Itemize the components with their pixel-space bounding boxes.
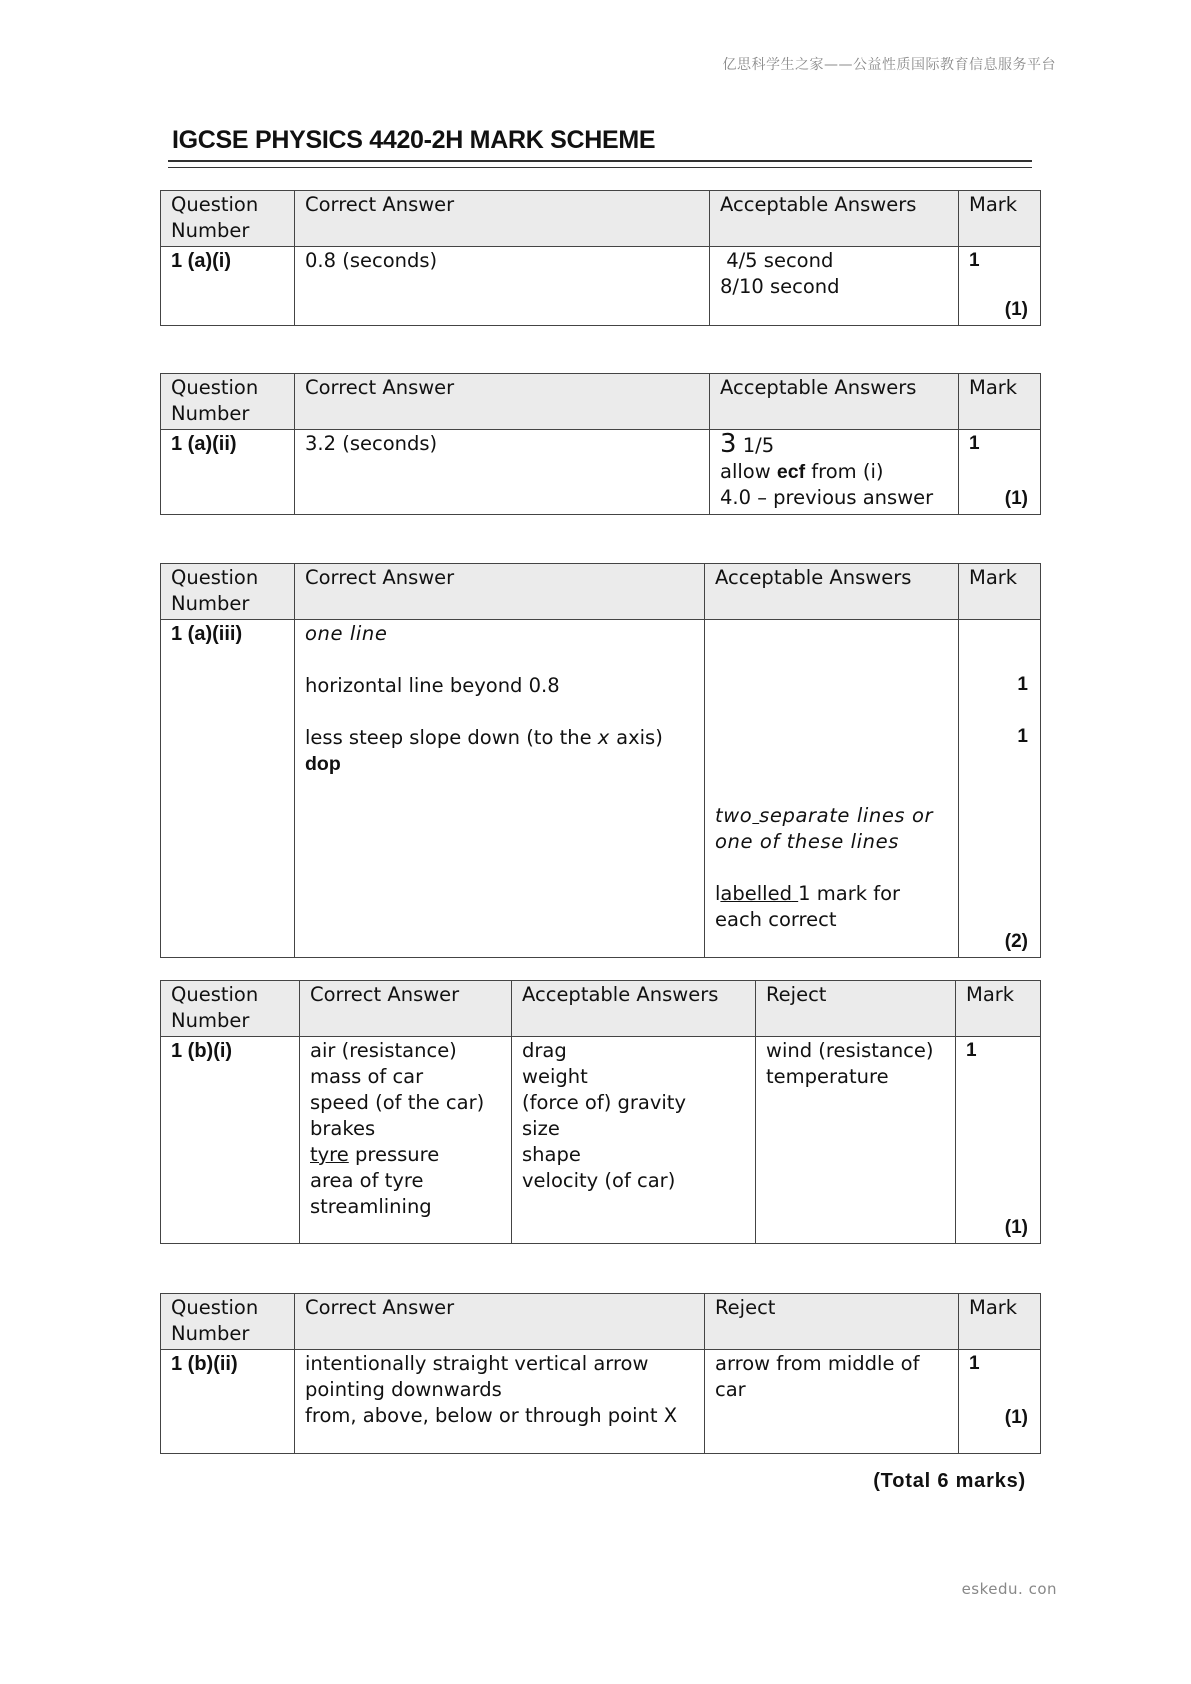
correct-answer xyxy=(295,620,705,958)
answer-line: air (resistance) xyxy=(310,1039,457,1062)
correct-answer: 3.2 (seconds) xyxy=(295,430,710,515)
answer-text: separate lines or xyxy=(759,804,934,827)
table-row xyxy=(161,620,1041,958)
answer-text: less steep slope down (to the xyxy=(305,726,592,749)
header-correct-answer: Correct Answer xyxy=(295,1294,705,1350)
acceptable-answers xyxy=(710,247,959,326)
answer-line: horizontal line beyond 0.8 xyxy=(305,674,560,697)
answer-underlined: abelled xyxy=(720,882,792,905)
mark-cell xyxy=(959,247,1041,326)
correct-answer xyxy=(295,1350,705,1454)
answer-ecf: ecf xyxy=(776,461,806,483)
mark-table-1b-ii xyxy=(160,1293,1041,1454)
header-text: Question xyxy=(171,566,259,589)
answer-line: 4.0 – previous answer xyxy=(720,486,934,509)
answer-line: mass of car xyxy=(310,1065,424,1088)
header-acceptable-answers: Acceptable Answers xyxy=(512,981,756,1037)
header-text: Number xyxy=(171,1009,250,1032)
answer-line: 4/5 second xyxy=(726,249,834,272)
header-text: Number xyxy=(171,402,250,425)
acceptable-answers xyxy=(705,620,959,958)
header-correct-answer: Correct Answer xyxy=(300,981,512,1037)
header-acceptable-answers: Acceptable Answers xyxy=(710,191,959,247)
header-reject: Reject xyxy=(756,981,956,1037)
total-marks: (Total 6 marks) xyxy=(873,1470,1026,1492)
header-mark: Mark xyxy=(959,564,1041,620)
answer-line: streamlining xyxy=(310,1195,432,1218)
answer-text: allow xyxy=(720,460,771,483)
answer-text: from (i) xyxy=(811,460,884,483)
answer-line: drag xyxy=(522,1039,567,1062)
mark-table-1a-i xyxy=(160,190,1041,326)
answer-text: axis) xyxy=(616,726,663,749)
header-acceptable-answers: Acceptable Answers xyxy=(705,564,959,620)
answer-dop: dop xyxy=(305,753,341,775)
mark-value: 1 xyxy=(966,1040,977,1061)
answer-line: intentionally straight vertical arrow xyxy=(305,1352,649,1375)
reject-line: wind (resistance) xyxy=(766,1039,934,1062)
answer-line: one line xyxy=(305,622,388,645)
acceptable-answers xyxy=(512,1037,756,1244)
mark-total: (1) xyxy=(1004,1407,1028,1428)
mark-table-1a-iii xyxy=(160,563,1041,958)
mark-value: 1 xyxy=(969,433,980,454)
mark-total: (1) xyxy=(1004,299,1028,320)
answer-line: from, above, below or through point X xyxy=(305,1404,678,1427)
header-text: Question xyxy=(171,193,259,216)
question-number: 1 (a)(i) xyxy=(161,247,295,326)
header-question-number xyxy=(161,564,295,620)
header-text: Number xyxy=(171,592,250,615)
answer-line: speed (of the car) xyxy=(310,1091,485,1114)
question-number: 1 (a)(ii) xyxy=(161,430,295,515)
correct-answer: 0.8 (seconds) xyxy=(295,247,710,326)
header-question-number xyxy=(161,1294,295,1350)
answer-line: weight xyxy=(522,1065,588,1088)
answer-fraction: 1/5 xyxy=(742,434,775,457)
header-mark: Mark xyxy=(959,374,1041,430)
question-number: 1 (b)(i) xyxy=(161,1037,300,1244)
table-row xyxy=(161,1350,1041,1454)
answer-line: area of tyre xyxy=(310,1169,424,1192)
table-header-row xyxy=(161,1294,1041,1350)
header-correct-answer: Correct Answer xyxy=(295,191,710,247)
reject-line: car xyxy=(715,1378,746,1401)
reject-answers xyxy=(756,1037,956,1244)
answer-line: (force of) gravity xyxy=(522,1091,686,1114)
page-title: IGCSE PHYSICS 4420-2H MARK SCHEME xyxy=(172,126,656,154)
header-text: Question xyxy=(171,983,259,1006)
header-mark: Mark xyxy=(959,1294,1041,1350)
header-correct-answer: Correct Answer xyxy=(295,374,710,430)
reject-line: arrow from middle of xyxy=(715,1352,920,1375)
table-header-row xyxy=(161,191,1041,247)
table-header-row xyxy=(161,374,1041,430)
answer-line: shape xyxy=(522,1143,581,1166)
mark-table-1a-ii xyxy=(160,373,1041,515)
header-text: Number xyxy=(171,219,250,242)
answer-line: brakes xyxy=(310,1117,376,1140)
reject-line: temperature xyxy=(766,1065,889,1088)
answer-line: pointing downwards xyxy=(305,1378,502,1401)
answer-line: each correct xyxy=(715,908,837,931)
mark-cell xyxy=(959,1350,1041,1454)
header-text: Question xyxy=(171,376,259,399)
table-row xyxy=(161,1037,1041,1244)
table-row xyxy=(161,247,1041,326)
answer-line: one of these lines xyxy=(715,830,899,853)
header-reject: Reject xyxy=(705,1294,959,1350)
mark-value: 1 xyxy=(969,250,980,271)
table-header-row xyxy=(161,981,1041,1037)
table-row xyxy=(161,430,1041,515)
mark-total: (1) xyxy=(1004,488,1028,509)
answer-italic-x: x xyxy=(597,726,610,749)
page-footer-text: eskedu. con xyxy=(961,1580,1057,1598)
answer-underlined: tyre xyxy=(310,1143,349,1166)
table-header-row xyxy=(161,564,1041,620)
header-acceptable-answers: Acceptable Answers xyxy=(710,374,959,430)
header-question-number xyxy=(161,981,300,1037)
acceptable-answers xyxy=(710,430,959,515)
mark-cell xyxy=(956,1037,1041,1244)
mark-value: 1 xyxy=(969,1353,980,1374)
mark-cell xyxy=(959,430,1041,515)
answer-line: size xyxy=(522,1117,560,1140)
reject-answers xyxy=(705,1350,959,1454)
page-header-text: 亿思科学生之家——公益性质国际教育信息服务平台 xyxy=(722,57,1056,73)
title-double-rule xyxy=(168,160,1032,168)
mark-table-1b-i xyxy=(160,980,1041,1244)
header-correct-answer: Correct Answer xyxy=(295,564,705,620)
mark-total: (1) xyxy=(1004,1217,1028,1238)
header-text: Number xyxy=(171,1322,250,1345)
header-text: Question xyxy=(171,1296,259,1319)
header-question-number xyxy=(161,374,295,430)
header-mark: Mark xyxy=(959,191,1041,247)
correct-answer xyxy=(300,1037,512,1244)
mark-cell xyxy=(959,620,1041,958)
answer-text: pressure xyxy=(354,1143,440,1166)
answer-whole: 3 xyxy=(720,429,737,459)
answer-line: velocity (of car) xyxy=(522,1169,676,1192)
answer-text: 1 mark for xyxy=(798,882,901,905)
header-question-number xyxy=(161,191,295,247)
answer-text: l xyxy=(715,882,721,905)
answer-text: two xyxy=(715,804,753,827)
header-mark: Mark xyxy=(956,981,1041,1037)
mark-value: 1 xyxy=(1017,674,1028,695)
answer-line: 8/10 second xyxy=(720,275,840,298)
question-number: 1 (a)(iii) xyxy=(161,620,295,958)
mark-value: 1 xyxy=(1017,726,1028,747)
question-number: 1 (b)(ii) xyxy=(161,1350,295,1454)
mark-total: (2) xyxy=(1004,931,1028,952)
